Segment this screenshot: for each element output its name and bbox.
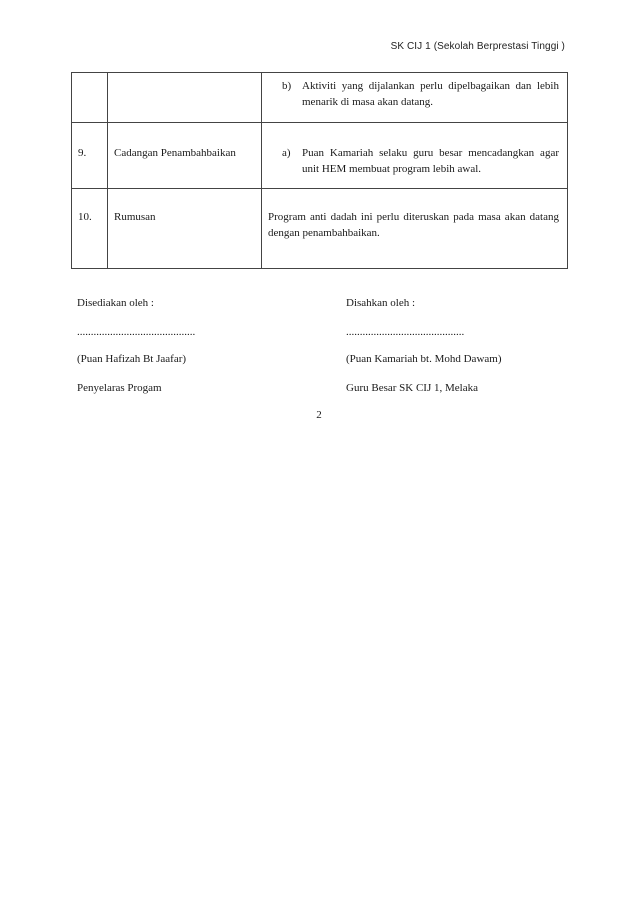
table-row (72, 123, 568, 189)
row-content-text: Puan Kamariah selaku guru besar mencadangkan agar unit HEM membuat program lebih awal. (302, 147, 559, 175)
row-content-cell (262, 189, 568, 269)
prepared-by-label: Disediakan oleh : (77, 297, 154, 309)
row-content-text: Aktiviti yang dijalankan perlu dipelbagaikan dan lebih menarik di masa akan datang. (302, 80, 559, 108)
table-row (72, 73, 568, 123)
row-content-text: Program anti dadah ini perlu diteruskan pada masa akan datang dengan penambahbaikan. (268, 211, 559, 239)
row-number-cell (72, 73, 108, 123)
prepared-by-role: Penyelaras Progam (77, 382, 162, 394)
row-number-cell: 9. (72, 123, 108, 189)
approved-by-label: Disahkan oleh : (346, 297, 416, 309)
page-header: SK CIJ 1 (Sekolah Berprestasi Tinggi ) (390, 41, 565, 52)
prepared-by-signature-line: ........................................... (77, 326, 196, 338)
row-item-cell: Rumusan (108, 189, 262, 269)
page-number: 2 (316, 409, 322, 421)
row-item-cell: Cadangan Penambahbaikan (108, 123, 262, 189)
approved-by-name: (Puan Kamariah bt. Mohd Dawam) (346, 353, 502, 365)
row-content-cell (262, 123, 568, 189)
row-content-cell (262, 73, 568, 123)
prepared-by-name: (Puan Hafizah Bt Jaafar) (77, 353, 187, 365)
table-row (72, 189, 568, 269)
list-marker: b) (282, 80, 292, 92)
approved-by-role: Guru Besar SK CIJ 1, Melaka (346, 382, 478, 394)
report-table (71, 72, 568, 269)
row-number-cell: 10. (72, 189, 108, 269)
list-marker: a) (282, 147, 291, 159)
row-item-cell (108, 73, 262, 123)
approved-by-signature-line: ........................................... (346, 326, 465, 338)
